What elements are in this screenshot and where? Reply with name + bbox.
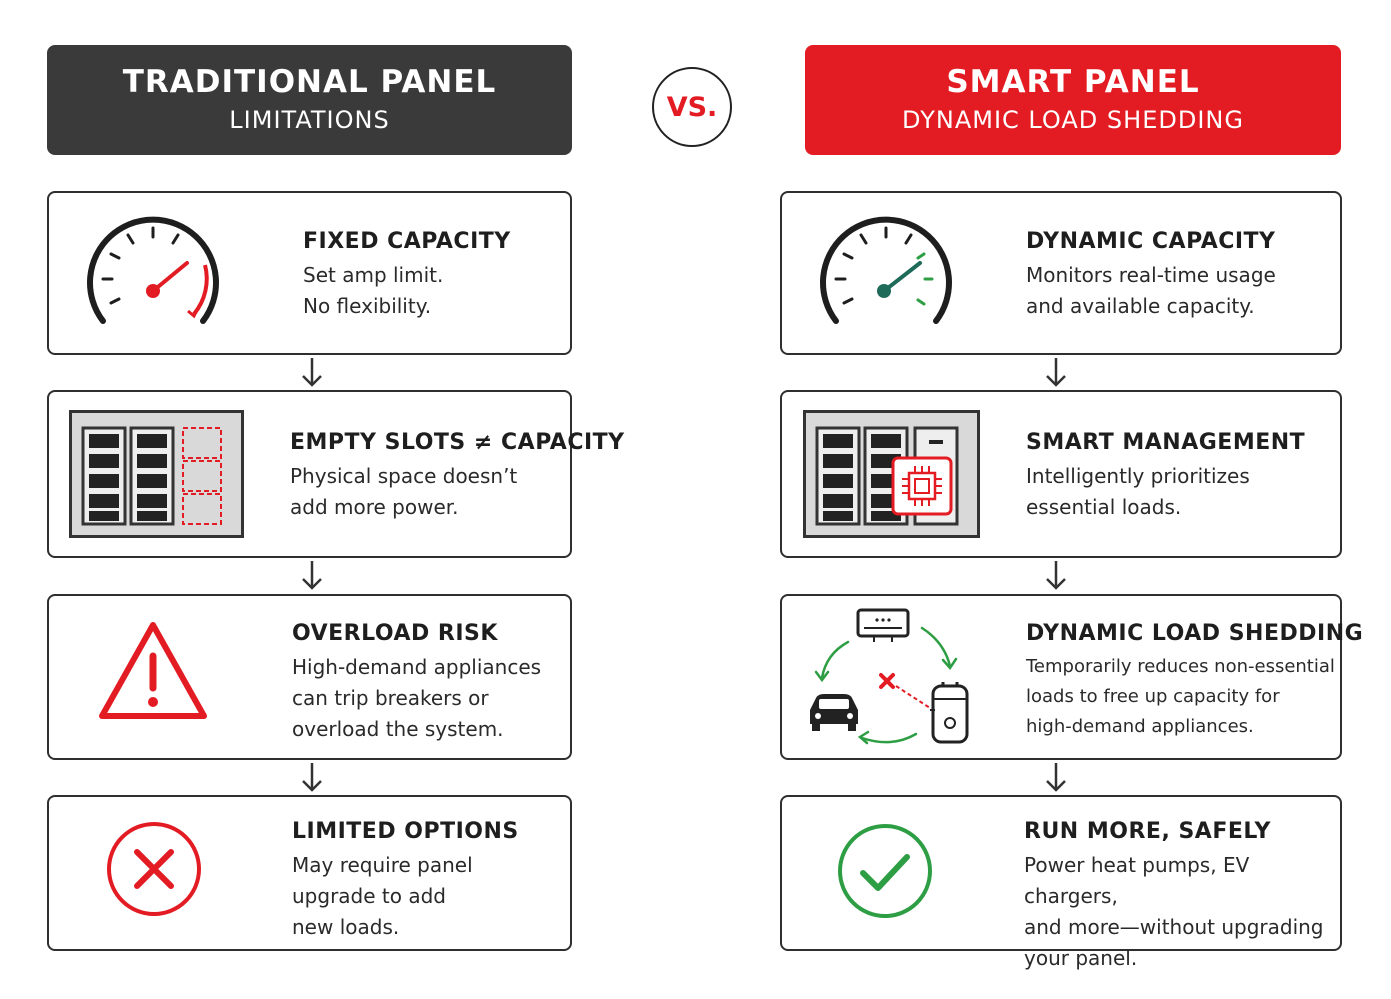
- card-description: High-demand appliances can trip breakers or overload the system.: [292, 655, 542, 741]
- header-title: TRADITIONAL PANEL: [122, 64, 497, 100]
- card-run-more-safely: [780, 795, 1342, 970]
- down-arrow-icon: [300, 356, 324, 389]
- card-description: Intelligently prioritizes essential loads.: [1026, 464, 1250, 519]
- card-limited-options: [47, 795, 572, 951]
- header-title: SMART PANEL: [946, 64, 1200, 100]
- card-description: May require panel upgrade to add new loads.: [292, 853, 473, 939]
- card-title: RUN MORE, SAFELY: [1024, 819, 1271, 844]
- traditional-panel-header: [47, 45, 572, 155]
- down-arrow-icon: [300, 761, 324, 794]
- load-cycle-icon: [802, 606, 980, 751]
- card-description: Temporarily reduces non-essential loads to free up capacity for high-demand appliances.: [1026, 656, 1335, 737]
- card-dynamic-load-shedding: [780, 594, 1364, 760]
- card-title: FIXED CAPACITY: [303, 229, 511, 254]
- card-title: EMPTY SLOTS ≠ CAPACITY: [290, 430, 625, 455]
- card-description: Monitors real-time usage and available capacity.: [1026, 263, 1276, 318]
- down-arrow-icon: [1044, 559, 1068, 592]
- card-smart-management: [780, 390, 1342, 558]
- smart-panel-icon: [803, 410, 981, 540]
- down-arrow-icon: [1044, 761, 1068, 794]
- card-title: DYNAMIC LOAD SHEDDING: [1026, 621, 1364, 646]
- water-heater-icon: [930, 682, 967, 742]
- ev-car-icon: [810, 694, 858, 731]
- card-title: SMART MANAGEMENT: [1026, 430, 1306, 455]
- vs-badge: VS.: [652, 67, 732, 147]
- down-arrow-icon: [1044, 356, 1068, 389]
- card-title: OVERLOAD RISK: [292, 621, 498, 646]
- gauge-icon: [81, 211, 221, 331]
- chip-icon: [893, 458, 951, 514]
- header-subtitle: DYNAMIC LOAD SHEDDING: [902, 106, 1244, 134]
- x-circle-icon: [104, 819, 204, 919]
- check-circle-icon: [835, 821, 935, 921]
- smart-panel-header: [805, 45, 1341, 155]
- warning-triangle-icon: [97, 620, 209, 722]
- card-empty-slots: [47, 390, 625, 558]
- card-title: DYNAMIC CAPACITY: [1026, 229, 1276, 254]
- breaker-panel-icon: [69, 410, 245, 540]
- down-arrow-icon: [300, 559, 324, 592]
- card-overload-risk: [47, 594, 572, 760]
- gauge-icon: [814, 211, 954, 331]
- card-dynamic-capacity: [780, 191, 1342, 355]
- card-description: Power heat pumps, EV chargers, and more—without upgrading your panel.: [1024, 853, 1324, 970]
- card-description: Set amp limit. No flexibility.: [303, 263, 444, 318]
- card-title: LIMITED OPTIONS: [292, 819, 519, 844]
- header-subtitle: LIMITATIONS: [229, 106, 390, 134]
- ac-unit-icon: [858, 610, 908, 642]
- card-description: Physical space doesn’t add more power.: [290, 464, 518, 519]
- card-fixed-capacity: [47, 191, 572, 355]
